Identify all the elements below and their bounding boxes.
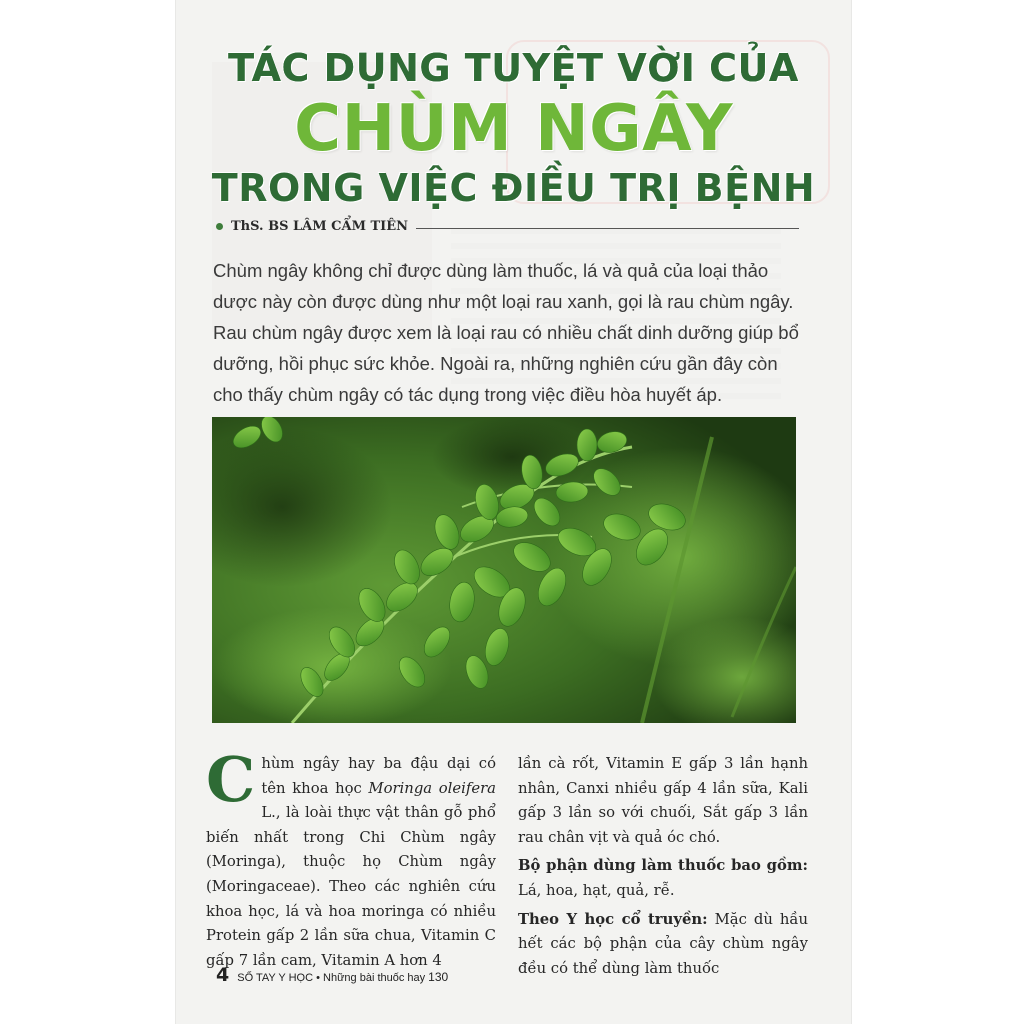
body-text-continued: L., là loài thực vật thân gỗ phổ biến nhất trong Chi Chùm ngây (Moringa), thuộc họ Chùm ngây (Moringaceae). Theo các nghiên cứu khoa học, lá và hoa moringa có nhiều Protein gấp 2 lần sữa chua, Vitamin C gấp 7 lần cam, Vitamin A hơn 4 xyxy=(206,804,496,969)
author-byline xyxy=(216,219,408,234)
intro-paragraph: Chùm ngây không chỉ được dùng làm thuốc, lá và quả của loại thảo dược này còn được dùng như một loại rau xanh, gọi là rau chùm ngây. Rau chùm ngây được xem là loại rau có nhiều chất dinh dưỡng giúp bổ dưỡng, hồi phục sức khỏe. Ngoài ra, những nghiên cứu gần đây còn cho thấy chùm ngây có tác dụng trong việc điều hòa huyết áp. xyxy=(213,260,799,405)
headline-line-1: TÁC DỤNG TUYỆT VỜI CỦA xyxy=(228,46,799,90)
body-column-right xyxy=(518,752,808,981)
species-name: Moringa oleifera xyxy=(368,779,496,797)
parts-list: Lá, hoa, hạt, quả, rễ. xyxy=(518,881,675,899)
moringa-leaves-photo xyxy=(212,417,796,723)
body-column-left xyxy=(206,743,496,973)
page-number: 4 xyxy=(216,964,230,986)
traditional-text: Mặc dù hầu hết các bộ phận của cây chùm ngây đều có thể dùng làm thuốc xyxy=(518,910,809,977)
body-paragraph-3 xyxy=(518,854,808,903)
page-footer xyxy=(216,964,448,986)
body-paragraph-1 xyxy=(206,743,496,973)
running-head: SỔ TAY Y HỌC • Những bài thuốc hay xyxy=(237,972,426,984)
byline-rule xyxy=(416,228,799,229)
headline-main: CHÙM NGÂY xyxy=(294,92,733,166)
magazine-page xyxy=(176,0,851,1024)
running-head-number: 130 xyxy=(428,970,449,984)
body-text: hùm ngây hay ba đậu dại có tên khoa học xyxy=(261,755,496,797)
body-paragraph-2: lần cà rốt, Vitamin E gấp 3 lần hạnh nhân, Canxi nhiều gấp 4 lần sữa, Kali gấp 3 lần so với chuối, Sắt gấp 3 lần rau chân vịt và quả óc chó. xyxy=(518,755,808,846)
body-paragraph-4 xyxy=(518,908,808,982)
drop-cap: C xyxy=(206,743,256,816)
section-label-parts: Bộ phận dùng làm thuốc bao gồm: xyxy=(518,857,808,875)
headline-line-3: TRONG VIỆC ĐIỀU TRỊ BỆNH xyxy=(211,166,816,210)
author-name: ThS. BS LÂM CẨM TIÊN xyxy=(231,219,409,234)
bullet-icon xyxy=(216,223,223,230)
section-label-traditional: Theo Y học cổ truyền: xyxy=(518,910,708,928)
